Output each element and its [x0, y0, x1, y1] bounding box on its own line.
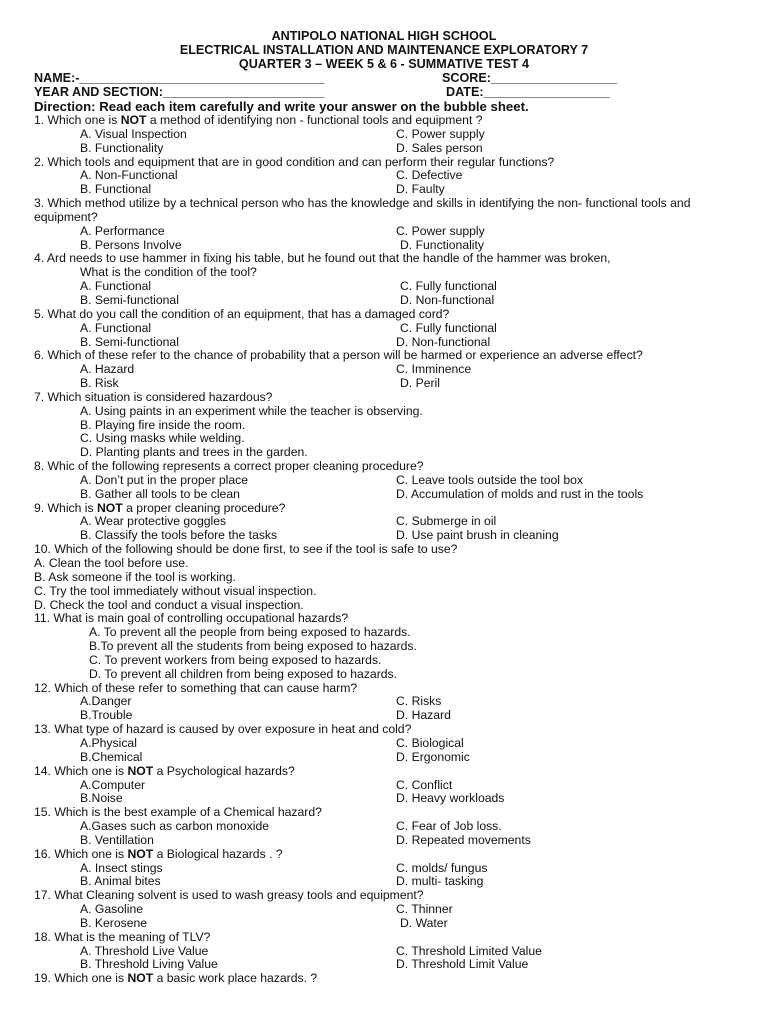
choice-right: D. Threshold Limit Value — [396, 957, 529, 972]
question-line — [34, 723, 740, 737]
choice-right: C. Biological — [396, 735, 464, 750]
emphasis-not: NOT — [120, 113, 147, 127]
choice-left: A. Don’t put in the proper place — [80, 472, 249, 487]
question-text: A. Clean the tool before use. — [34, 556, 189, 570]
question-line — [34, 889, 740, 903]
choice-right: C. Power supply — [396, 223, 485, 238]
choice-right: C. Threshold Limited Value — [396, 943, 542, 958]
question-line — [34, 419, 740, 433]
choice-right: C. Fully functional — [400, 320, 497, 335]
emphasis-not: NOT — [97, 500, 123, 515]
choice-right: D. Heavy workloads — [396, 791, 505, 806]
question-text: 17. What Cleaning solvent is used to wash greasy tools and equipment? — [34, 888, 424, 903]
choice-left: B. Kerosene — [80, 915, 148, 930]
choice-left: A. Functional — [80, 320, 152, 335]
question-line — [34, 239, 740, 253]
question-line — [34, 599, 740, 613]
name-field: NAME:-___________________________________ — [34, 71, 325, 85]
question-line — [34, 432, 740, 446]
question-line — [34, 792, 740, 806]
question-text: a Biological hazards . ? — [153, 846, 283, 861]
question-line — [34, 571, 740, 585]
choice-left: B. Playing fire inside the room. — [80, 417, 246, 432]
choice-left: B. Ventillation — [80, 832, 154, 847]
choice-left: A.Gases such as carbon monoxide — [80, 819, 270, 834]
choice-right: C. Risks — [396, 694, 442, 709]
choice-left: A. Insect stings — [80, 860, 163, 875]
question-line — [34, 626, 740, 640]
question-text: D. Check the tool and conduct a visual inspection. — [34, 597, 304, 612]
choice-right: C. Defective — [396, 168, 463, 183]
question-line — [34, 972, 740, 986]
question-line — [34, 266, 740, 280]
choice-right: C. Fully functional — [400, 279, 497, 294]
choice-left: B. Functional — [80, 182, 152, 197]
question-line — [34, 515, 740, 529]
question-line — [34, 474, 740, 488]
subject-title: ELECTRICAL INSTALLATION AND MAINTENANCE EXPLORATORY 7 — [179, 43, 589, 57]
choice-right: D. Accumulation of molds and rust in the tools — [396, 486, 644, 501]
choice-right: D. Water — [400, 915, 448, 930]
question-line — [34, 225, 740, 239]
choice-left: B. Risk — [80, 376, 119, 391]
question-line — [34, 862, 740, 876]
question-line — [34, 336, 740, 350]
question-text: a method of identifying non - functional tools and equipment ? — [146, 113, 483, 127]
choice-right: D. Non-functional — [400, 292, 495, 307]
question-text: 19. Which one is — [34, 971, 128, 986]
question-text: 7. Which situation is considered hazardous? — [34, 389, 273, 404]
choice-right: D. Non-functional — [396, 334, 491, 349]
question-line — [34, 751, 740, 765]
question-line — [34, 543, 740, 557]
question-line — [34, 875, 740, 889]
question-line — [34, 958, 740, 972]
question-line — [34, 280, 740, 294]
question-line — [34, 709, 740, 723]
question-line — [34, 405, 740, 419]
choice-left: A. Using paints in an experiment while the teacher is observing. — [80, 403, 423, 418]
question-line — [34, 377, 740, 391]
question-line — [34, 903, 740, 917]
direction: Direction: Read each item carefully and write your answer on the bubble sheet. — [34, 99, 529, 114]
choice-right: D. Functionality — [400, 237, 484, 252]
question-text: 13. What type of hazard is caused by over exposure in heat and cold? — [34, 722, 412, 737]
question-line — [34, 169, 740, 183]
question-text: 8. Whic of the following represents a correct proper cleaning procedure? — [34, 459, 424, 474]
question-text: a proper cleaning procedure? — [122, 500, 286, 515]
choice-left: What is the condition of the tool? — [80, 265, 257, 280]
choice-right: C. Imminence — [396, 362, 472, 377]
choice-left: A. Gasoline — [80, 902, 144, 917]
question-line — [34, 322, 740, 336]
emphasis-not: NOT — [127, 846, 154, 861]
question-line — [34, 557, 740, 571]
choice-right: D. Use paint brush in cleaning — [396, 528, 559, 543]
question-line — [34, 695, 740, 709]
question-line — [34, 460, 740, 474]
question-line — [34, 654, 740, 668]
question-line — [34, 765, 740, 779]
question-text: 11. What is main goal of controlling occupational hazards? — [34, 611, 349, 626]
question-line — [34, 128, 740, 142]
choice-left: A.Physical — [80, 735, 137, 750]
question-line — [34, 488, 740, 502]
question-line — [34, 446, 740, 460]
question-line — [34, 737, 740, 751]
choice-left: A. Visual Inspection — [80, 126, 187, 141]
choice-left: A.Computer — [80, 777, 146, 792]
year-section-field: YEAR AND SECTION:_______________________ — [34, 85, 325, 99]
choice-right: C. Leave tools outside the tool box — [396, 472, 583, 487]
question-line — [34, 156, 740, 170]
choice-left: D. Planting plants and trees in the garden. — [80, 445, 308, 460]
question-line — [34, 529, 740, 543]
question-line — [34, 806, 740, 820]
question-line — [34, 931, 740, 945]
question-line — [34, 294, 740, 308]
question-text: 12. Which of these refer to something that can cause harm? — [34, 680, 358, 695]
question-text: 9. Which is — [34, 500, 97, 515]
choice-right: D. Ergonomic — [396, 749, 470, 764]
choice-left: B. Animal bites — [80, 874, 161, 889]
question-line — [34, 779, 740, 793]
question-text: 4. Ard needs to use hammer in fixing his table, but he found out that the handle of the hammer was broken, — [34, 251, 611, 266]
choice-left: A. Functional — [80, 279, 152, 294]
question-line — [34, 640, 740, 654]
choice-left: A. Hazard — [80, 362, 135, 377]
question-text: 16. Which one is — [34, 846, 128, 861]
choice-left: A. Wear protective goggles — [80, 514, 227, 529]
quarter-title: QUARTER 3 – WEEK 5 & 6 - SUMMATIVE TEST 4 — [238, 57, 530, 71]
question-line — [34, 349, 740, 363]
choice-right: D. Hazard — [396, 708, 451, 723]
choice-right: D. Repeated movements — [396, 832, 531, 847]
choice-right: C. Fear of Job loss. — [396, 819, 502, 834]
choice-right: C. Power supply — [396, 126, 485, 141]
question-text: 1. Which one is — [34, 113, 121, 127]
question-line — [34, 363, 740, 377]
question-line — [34, 585, 740, 599]
question-line — [34, 308, 740, 322]
question-line — [34, 197, 740, 225]
emphasis-not: NOT — [127, 763, 154, 778]
emphasis-not: NOT — [127, 971, 154, 986]
choice-left: B. Gather all tools to be clean — [80, 486, 240, 501]
question-line — [34, 917, 740, 931]
choice-right: C. Thinner — [396, 902, 453, 917]
question-text: 3. Which method utilize by a technical person who has the knowledge and skills in identifying the non- functional tools and equipment? — [34, 196, 691, 224]
question-text: 2. Which tools and equipment that are in good condition and can perform their regular functions? — [34, 154, 555, 169]
question-text: 6. Which of these refer to the chance of probability that a person will be harmed or experience an adverse effect? — [34, 348, 643, 363]
choice-left: B.To prevent all the students from being exposed to hazards. — [89, 639, 417, 654]
choice-left: A. Threshold Live Value — [80, 943, 209, 958]
choice-left: B.Chemical — [80, 749, 143, 764]
question-text: C. Try the tool immediately without visual inspection. — [34, 583, 317, 598]
date-field: DATE:__________________ — [446, 85, 610, 99]
choice-right: D. Peril — [400, 376, 440, 391]
question-text: B. Ask someone if the tool is working. — [34, 569, 236, 584]
question-text: 15. Which is the best example of a Chemical hazard? — [34, 805, 322, 820]
choice-left: B. Classify the tools before the tasks — [80, 528, 278, 543]
question-text: 18. What is the meaning of TLV? — [34, 929, 211, 944]
question-line — [34, 848, 740, 862]
choice-right: D. Faulty — [396, 182, 445, 197]
question-text: 10. Which of the following should be done first, to see if the tool is safe to use? — [34, 542, 458, 557]
question-line — [34, 252, 740, 266]
choice-right: C. Submerge in oil — [396, 514, 497, 529]
choice-left: B. Persons Involve — [80, 237, 182, 252]
question-line — [34, 183, 740, 197]
choice-left: B. Threshold Living Value — [80, 957, 218, 972]
choice-left: A.Danger — [80, 694, 132, 709]
question-line — [34, 668, 740, 682]
question-line — [34, 114, 740, 128]
choice-left: B. Functionality — [80, 140, 164, 155]
question-line — [34, 945, 740, 959]
choice-left: A. To prevent all the people from being exposed to hazards. — [89, 625, 411, 640]
choice-right: D. Sales person — [396, 140, 483, 155]
school-name: ANTIPOLO NATIONAL HIGH SCHOOL — [271, 29, 497, 43]
choice-left: A. Performance — [80, 223, 165, 238]
choice-right: D. multi- tasking — [396, 874, 484, 889]
question-line — [34, 142, 740, 156]
choice-left: B.Trouble — [80, 708, 133, 723]
question-line — [34, 502, 740, 516]
question-line — [34, 820, 740, 834]
questions — [34, 114, 740, 986]
score-field: SCORE:__________________ — [442, 71, 618, 85]
choice-right: C. molds/ fungus — [396, 860, 488, 875]
choice-left: B. Semi-functional — [80, 334, 179, 349]
question-line — [34, 682, 740, 696]
question-line — [34, 391, 740, 405]
question-text: a basic work place hazards. ? — [153, 971, 318, 986]
choice-left: D. To prevent all children from being exposed to hazards. — [89, 666, 398, 681]
question-line — [34, 612, 740, 626]
choice-left: A. Non-Functional — [80, 168, 178, 183]
question-text: 14. Which one is — [34, 763, 128, 778]
choice-right: C. Conflict — [396, 777, 453, 792]
question-line — [34, 834, 740, 848]
choice-left: C. To prevent workers from being exposed to hazards. — [89, 652, 382, 667]
choice-left: B.Noise — [80, 791, 123, 806]
choice-left: C. Using masks while welding. — [80, 431, 245, 446]
question-text: 5. What do you call the condition of an equipment, that has a damaged cord? — [34, 306, 450, 321]
question-text: a Psychological hazards? — [153, 763, 295, 778]
choice-left: B. Semi-functional — [80, 292, 179, 307]
